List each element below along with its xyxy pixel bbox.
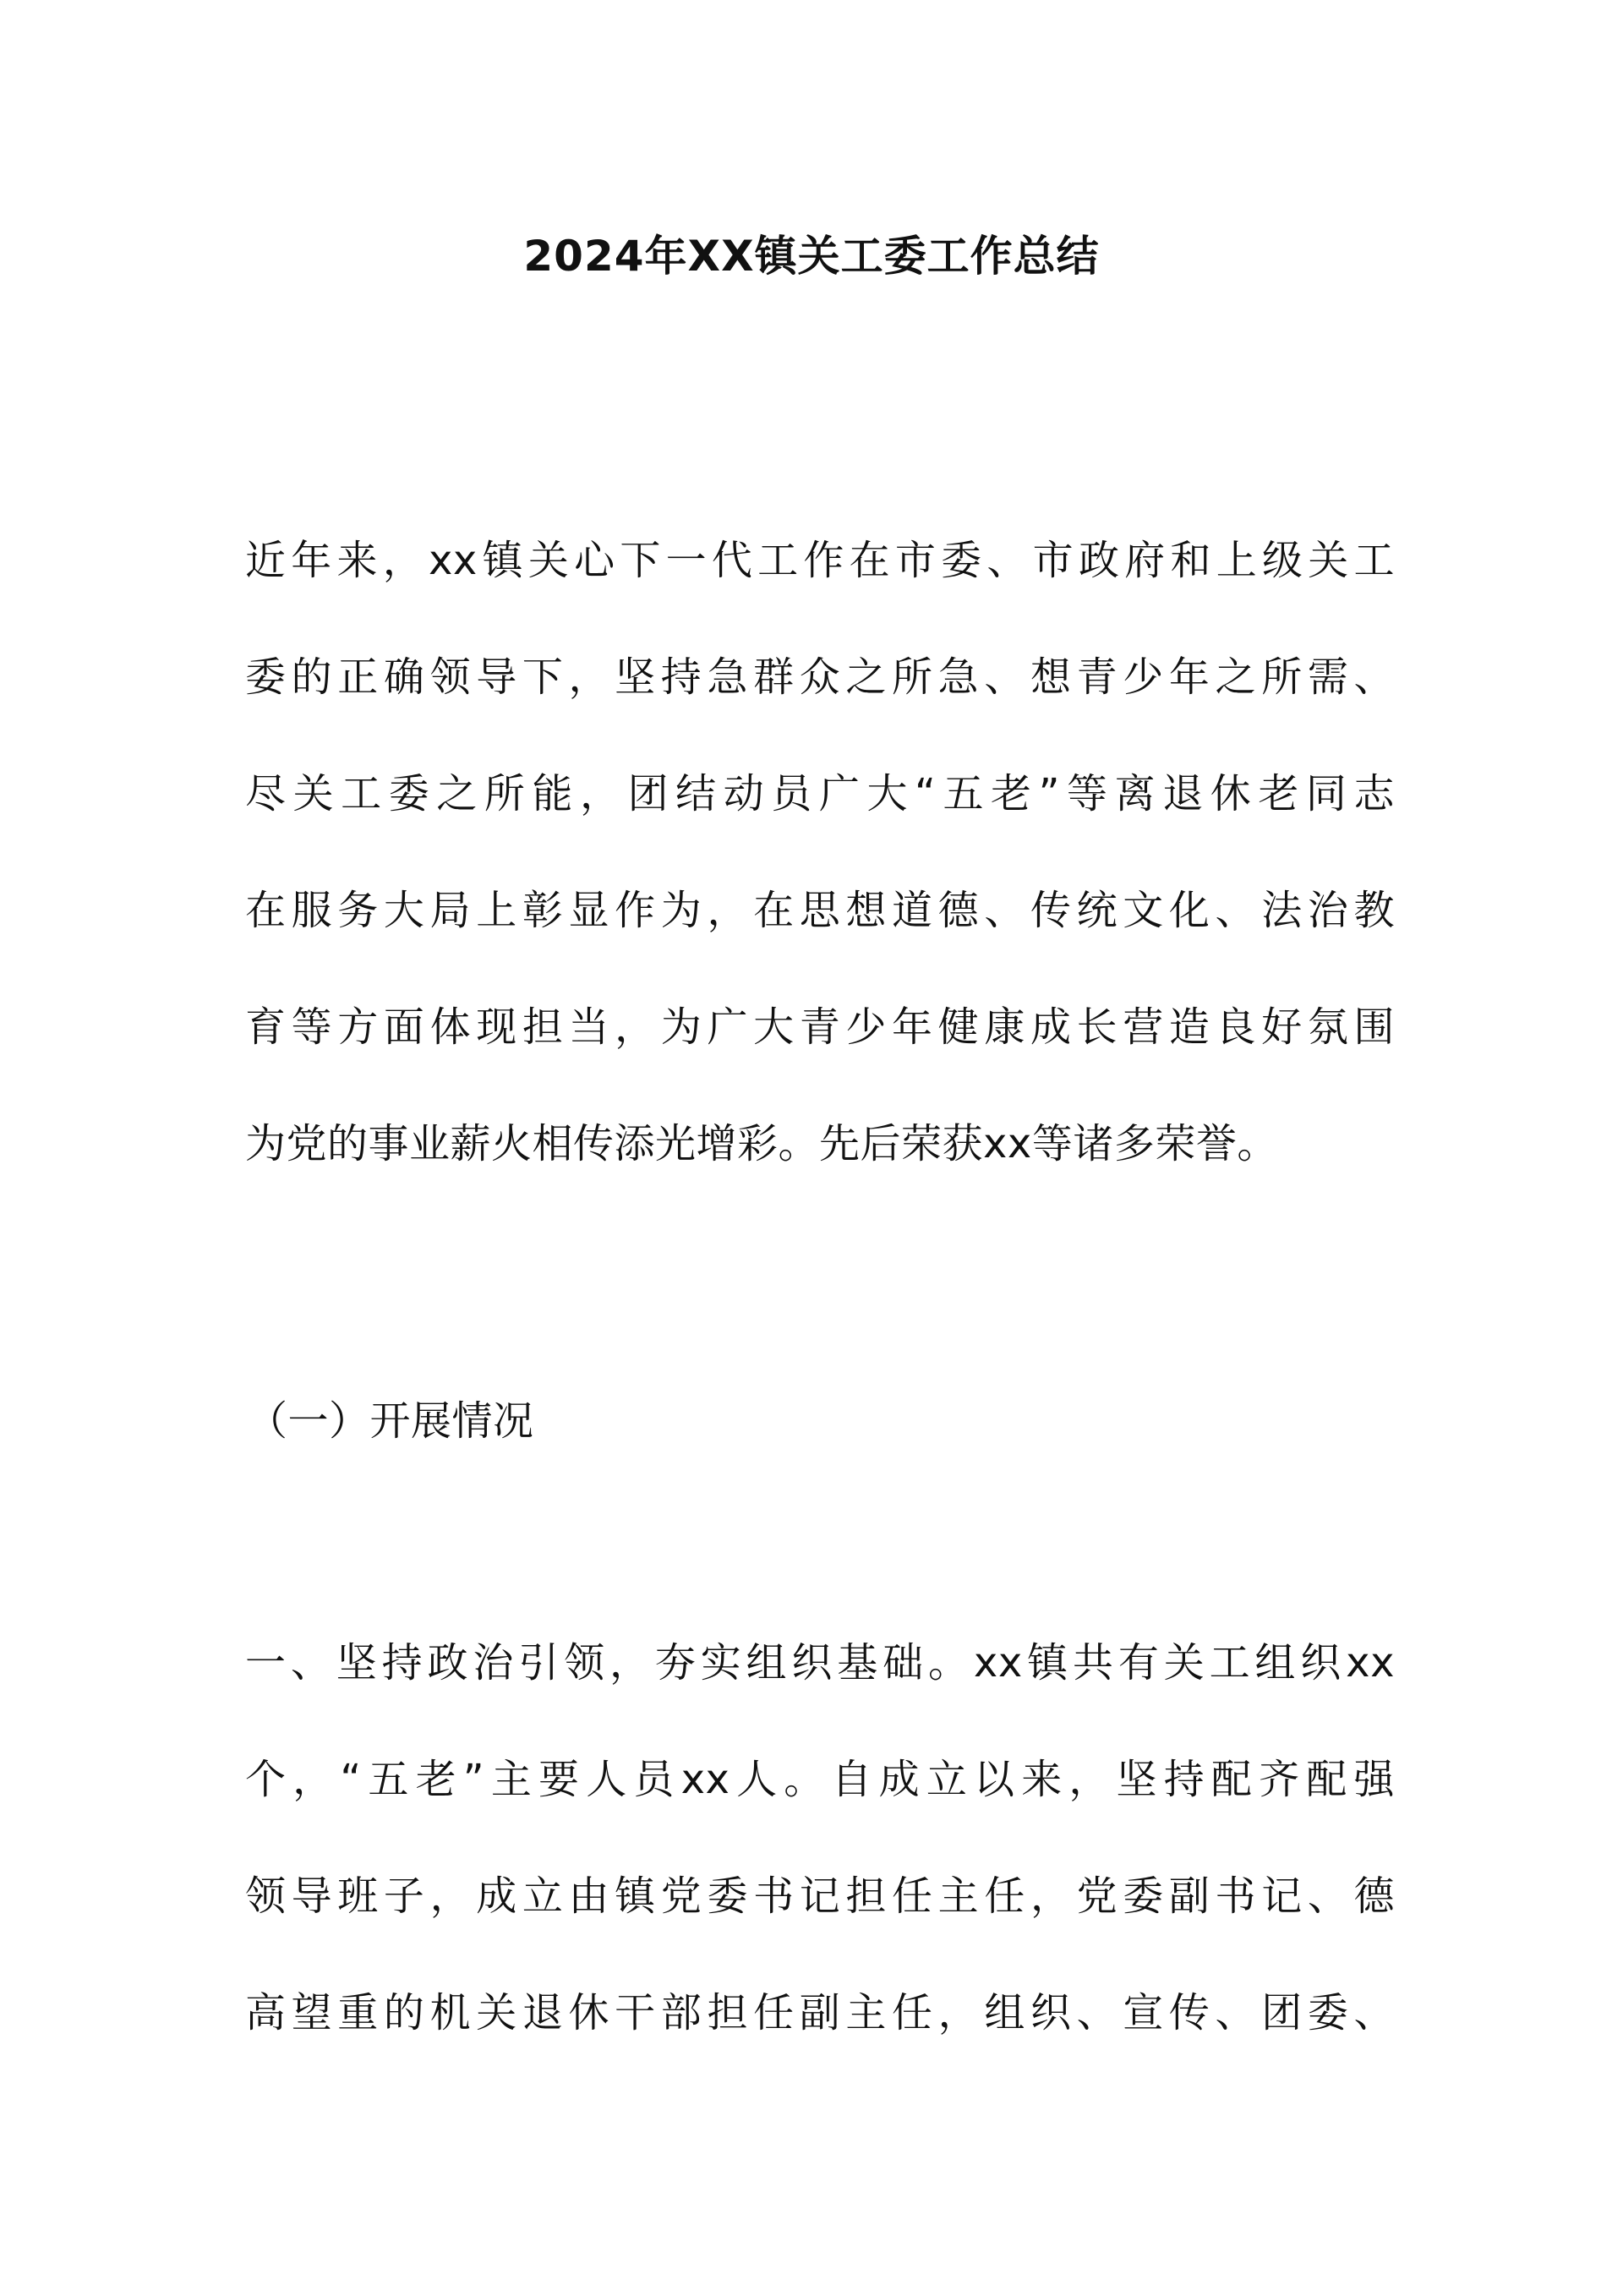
section-line-1: 一、坚持政治引领，夯实组织基础。xx镇共有关工组织xx — [245, 1639, 1395, 1686]
intro-line-3: 尽关工委之所能，团结动员广大“五老”等离退休老同志 — [245, 770, 1395, 817]
intro-line-5: 育等方面体现担当，为广大青少年健康成长营造良好氛围 — [245, 1003, 1395, 1051]
intro-line-6: 为党的事业薪火相传添光增彩。先后荣获xx等诸多荣誉。 — [245, 1120, 1278, 1167]
section-line-4: 高望重的机关退休干部担任副主任，组织、宣传、团委、 — [245, 1989, 1395, 2036]
intro-line-2: 委的正确领导下，坚持急群众之所急、想青少年之所需、 — [245, 653, 1395, 701]
section-line-2: 个，“五老”主要人员xx人。自成立以来，坚持配齐配强 — [245, 1756, 1395, 1803]
document-title: 2024年XX镇关工委工作总结 — [523, 232, 1100, 281]
section-heading: （一）开展情况 — [247, 1397, 534, 1445]
section-line-3: 领导班子，成立由镇党委书记担任主任，党委副书记、德 — [245, 1872, 1395, 1920]
intro-line-4: 在服务大局上彰显作为，在思想道德、传统文化、法治教 — [245, 887, 1395, 934]
intro-line-1: 近年来，xx镇关心下一代工作在市委、市政府和上级关工 — [245, 537, 1395, 584]
